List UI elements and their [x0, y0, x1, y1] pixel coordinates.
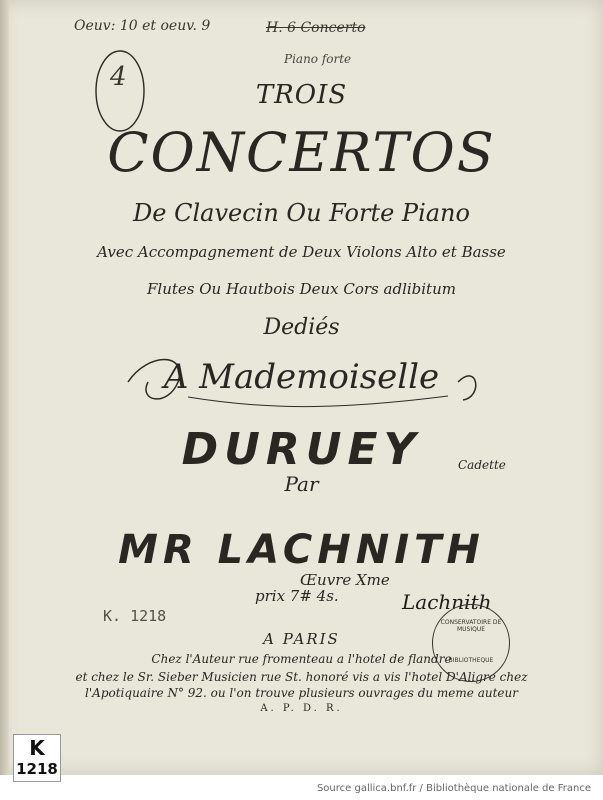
catalog-letter: K: [29, 736, 45, 760]
annotation-pencil: Piano forte: [284, 52, 352, 66]
imprint-address-3: l'Apotiquaire N° 92. ou l'on trouve plusieurs ouvrages du meme auteur: [85, 686, 518, 700]
dedicatee-name: DURUEY: [181, 424, 422, 475]
catalog-label: [13, 734, 61, 782]
stamp-line-3: BIBLIOTHEQUE: [448, 657, 494, 664]
title-winds: Flutes Ou Hautbois Deux Cors adlibitum: [147, 280, 456, 298]
imprint-address-1: Chez l'Auteur rue fromenteau a l'hotel de flandre: [151, 652, 452, 666]
composer-signature: Lachnith: [402, 590, 492, 614]
title-accompaniment: Avec Accompagnement de Deux Violons Alto et Basse: [97, 243, 506, 261]
title-instrument: De Clavecin Ou Forte Piano: [133, 199, 470, 227]
opus-number: Œuvre Xme: [300, 571, 390, 589]
price: prix 7# 4s.: [255, 587, 339, 605]
source-credit: Source gallica.bnf.fr / Bibliothèque nationale de France: [316, 783, 591, 794]
dedicatee-cadette: Cadette: [458, 458, 506, 472]
circled-number: 4: [110, 62, 127, 92]
imprint-city: A PARIS: [263, 630, 340, 648]
pencil-shelfmark: K. 1218: [103, 607, 167, 625]
annotation-opus: Oeuv: 10 et oeuv. 9: [74, 18, 211, 34]
title-trois: TROIS: [255, 80, 348, 110]
annotation-concerto: H. 6 Concerto: [266, 20, 366, 36]
composer-name: MR LACHNITH: [118, 527, 485, 573]
dedication-mademoiselle: A Mademoiselle: [163, 357, 440, 397]
dedication-dedies: Dediés: [263, 315, 340, 340]
catalog-number: 1218: [16, 760, 58, 778]
title-concertos: CONCERTOS: [107, 121, 496, 184]
imprint-address-2: et chez le Sr. Sieber Musicien rue St. honoré vis a vis l'hotel D'Aligre chez: [75, 670, 528, 684]
by-label: Par: [284, 472, 319, 496]
stamp-line-1: CONSERVATOIRE DE MUSIQUE: [440, 619, 502, 633]
privilege-initials: A. P. D. R.: [260, 703, 343, 714]
